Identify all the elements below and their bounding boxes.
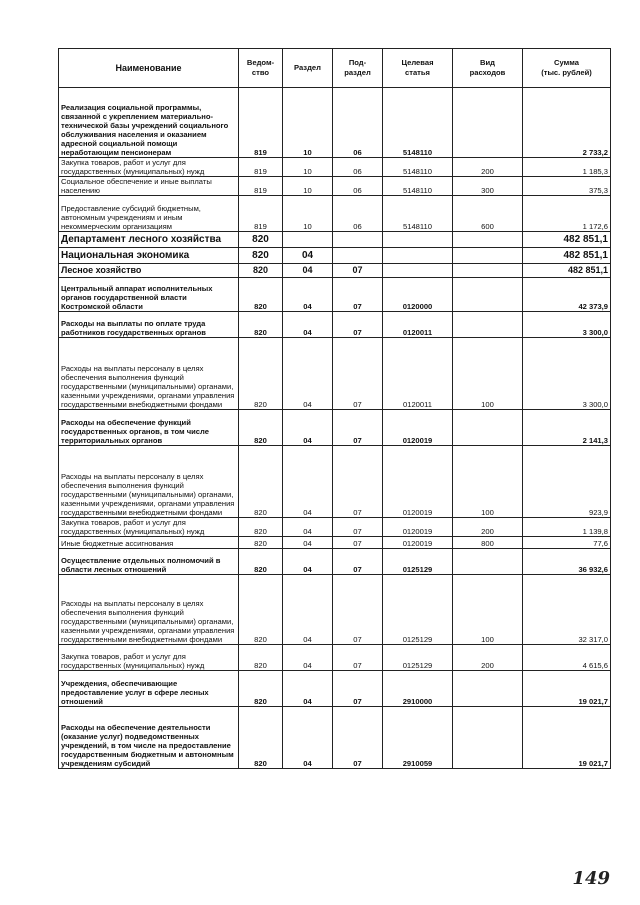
row-vid: 200 — [453, 518, 523, 537]
row-name: Закупка товаров, работ и услуг для государственных (муниципальных) нужд — [59, 645, 239, 671]
row-summa: 482 851,1 — [523, 248, 611, 264]
row-vid: 100 — [453, 575, 523, 645]
row-vedomstvo: 820 — [239, 248, 283, 264]
row-vid: 100 — [453, 446, 523, 518]
row-vedomstvo: 820 — [239, 575, 283, 645]
header-vid: Вид расходов — [453, 49, 523, 88]
row-razdel: 04 — [283, 549, 333, 575]
table-header-row — [59, 49, 611, 88]
row-podrazdel: 07 — [333, 264, 383, 278]
row-name: Иные бюджетные ассигнования — [59, 537, 239, 549]
row-podrazdel — [333, 232, 383, 248]
row-statya: 0120011 — [383, 338, 453, 410]
row-vid: 300 — [453, 177, 523, 196]
table-row — [59, 446, 611, 518]
row-razdel: 04 — [283, 446, 333, 518]
row-vedomstvo: 820 — [239, 537, 283, 549]
header-name: Наименование — [59, 49, 239, 88]
row-razdel: 10 — [283, 88, 333, 158]
row-name: Расходы на выплаты по оплате труда работников государственных органов — [59, 312, 239, 338]
row-name: Предоставление субсидий бюджетным, автономным учреждениям и иным некоммерческим организациям — [59, 196, 239, 232]
row-vedomstvo: 820 — [239, 671, 283, 707]
row-vid: 200 — [453, 645, 523, 671]
row-podrazdel: 07 — [333, 278, 383, 312]
row-vedomstvo: 820 — [239, 645, 283, 671]
row-podrazdel: 07 — [333, 671, 383, 707]
row-vid: 800 — [453, 537, 523, 549]
row-vid — [453, 707, 523, 769]
table-row — [59, 232, 611, 248]
row-name: Реализация социальной программы, связанной с укреплением материально-технической базы учреждений социального обслуживания населения и оказанием адресной социальной помощи неработающим пенсионерам — [59, 88, 239, 158]
row-vedomstvo: 820 — [239, 446, 283, 518]
header-razdel: Раздел — [283, 49, 333, 88]
row-summa: 3 300,0 — [523, 312, 611, 338]
table-row — [59, 158, 611, 177]
row-statya: 0125129 — [383, 645, 453, 671]
row-statya: 0120019 — [383, 410, 453, 446]
row-name: Закупка товаров, работ и услуг для государственных (муниципальных) нужд — [59, 518, 239, 537]
row-vedomstvo: 819 — [239, 196, 283, 232]
header-podrazdel: Под- раздел — [333, 49, 383, 88]
row-name: Расходы на выплаты персоналу в целях обеспечения выполнения функций государственными (муниципальными) органами, казенными учреждениями, органами управления государственными внебюджетными фондами — [59, 446, 239, 518]
row-razdel: 04 — [283, 707, 333, 769]
row-vedomstvo: 820 — [239, 232, 283, 248]
row-podrazdel: 07 — [333, 575, 383, 645]
row-name: Осуществление отдельных полномочий в области лесных отношений — [59, 549, 239, 575]
table-row — [59, 177, 611, 196]
row-podrazdel: 07 — [333, 645, 383, 671]
row-vid — [453, 248, 523, 264]
table-row — [59, 671, 611, 707]
row-podrazdel: 07 — [333, 338, 383, 410]
table-row — [59, 248, 611, 264]
row-summa: 3 300,0 — [523, 338, 611, 410]
row-razdel: 04 — [283, 518, 333, 537]
table-row — [59, 645, 611, 671]
row-vid — [453, 549, 523, 575]
row-vedomstvo: 819 — [239, 88, 283, 158]
row-razdel — [283, 232, 333, 248]
row-statya — [383, 232, 453, 248]
table-row — [59, 196, 611, 232]
row-vid: 100 — [453, 338, 523, 410]
row-summa: 36 932,6 — [523, 549, 611, 575]
row-name: Центральный аппарат исполнительных органов государственной власти Костромской области — [59, 278, 239, 312]
row-vedomstvo: 820 — [239, 549, 283, 575]
row-summa: 482 851,1 — [523, 264, 611, 278]
table-row — [59, 278, 611, 312]
row-razdel: 10 — [283, 177, 333, 196]
row-razdel: 04 — [283, 671, 333, 707]
row-podrazdel: 06 — [333, 196, 383, 232]
row-vid — [453, 88, 523, 158]
row-summa: 1 139,8 — [523, 518, 611, 537]
row-summa: 19 021,7 — [523, 671, 611, 707]
row-summa: 482 851,1 — [523, 232, 611, 248]
row-vedomstvo: 819 — [239, 158, 283, 177]
row-podrazdel: 06 — [333, 88, 383, 158]
row-summa: 1 185,3 — [523, 158, 611, 177]
row-statya — [383, 248, 453, 264]
row-summa: 1 172,6 — [523, 196, 611, 232]
row-name: Лесное хозяйство — [59, 264, 239, 278]
table-row — [59, 549, 611, 575]
row-razdel: 04 — [283, 575, 333, 645]
row-statya: 0120019 — [383, 537, 453, 549]
row-name: Учреждения, обеспечивающие предоставление услуг в сфере лесных отношений — [59, 671, 239, 707]
row-statya: 5148110 — [383, 158, 453, 177]
row-razdel: 04 — [283, 410, 333, 446]
row-statya: 0120000 — [383, 278, 453, 312]
row-podrazdel: 07 — [333, 707, 383, 769]
row-razdel: 04 — [283, 264, 333, 278]
row-name: Расходы на обеспечение деятельности (оказание услуг) подведомственных учреждений, в том числе на предоставление государственным бюджетным и автономным учреждениям субсидий — [59, 707, 239, 769]
row-vedomstvo: 820 — [239, 312, 283, 338]
row-razdel: 04 — [283, 537, 333, 549]
row-statya: 0120019 — [383, 446, 453, 518]
row-summa: 32 317,0 — [523, 575, 611, 645]
row-vid — [453, 232, 523, 248]
row-vid: 200 — [453, 158, 523, 177]
row-razdel: 10 — [283, 158, 333, 177]
header-summa: Сумма (тыс. рублей) — [523, 49, 611, 88]
row-statya: 0120011 — [383, 312, 453, 338]
row-vedomstvo: 820 — [239, 278, 283, 312]
table-row — [59, 707, 611, 769]
row-podrazdel: 07 — [333, 312, 383, 338]
row-vedomstvo: 819 — [239, 177, 283, 196]
row-statya: 0120019 — [383, 518, 453, 537]
row-vid — [453, 312, 523, 338]
row-statya: 2910059 — [383, 707, 453, 769]
row-statya: 0125129 — [383, 575, 453, 645]
header-vedomstvo: Ведом- ство — [239, 49, 283, 88]
row-vid — [453, 671, 523, 707]
row-podrazdel: 07 — [333, 410, 383, 446]
row-podrazdel: 06 — [333, 177, 383, 196]
row-podrazdel: 06 — [333, 158, 383, 177]
row-statya: 5148110 — [383, 88, 453, 158]
row-vedomstvo: 820 — [239, 410, 283, 446]
row-summa: 2 733,2 — [523, 88, 611, 158]
header-statya: Целевая статья — [383, 49, 453, 88]
row-razdel: 04 — [283, 312, 333, 338]
page-number: 149 — [572, 868, 610, 889]
row-vedomstvo: 820 — [239, 707, 283, 769]
row-vid: 600 — [453, 196, 523, 232]
row-summa: 4 615,6 — [523, 645, 611, 671]
row-vedomstvo: 820 — [239, 338, 283, 410]
row-podrazdel: 07 — [333, 537, 383, 549]
row-vedomstvo: 820 — [239, 518, 283, 537]
row-summa: 375,3 — [523, 177, 611, 196]
row-name: Расходы на выплаты персоналу в целях обеспечения выполнения функций государственными (муниципальными) органами, казенными учреждениями, органами управления государственными внебюджетными фондами — [59, 338, 239, 410]
row-podrazdel: 07 — [333, 518, 383, 537]
row-name: Расходы на обеспечение функций государственных органов, в том числе территориальных органов — [59, 410, 239, 446]
table-row — [59, 518, 611, 537]
row-name: Национальная экономика — [59, 248, 239, 264]
table-row — [59, 312, 611, 338]
row-vedomstvo: 820 — [239, 264, 283, 278]
row-name: Социальное обеспечение и иные выплаты населению — [59, 177, 239, 196]
table-row — [59, 575, 611, 645]
row-vid — [453, 278, 523, 312]
table-row — [59, 338, 611, 410]
row-name: Закупка товаров, работ и услуг для государственных (муниципальных) нужд — [59, 158, 239, 177]
row-statya — [383, 264, 453, 278]
budget-table — [58, 48, 611, 769]
row-razdel: 04 — [283, 248, 333, 264]
table-row — [59, 537, 611, 549]
row-vid — [453, 410, 523, 446]
row-statya: 5148110 — [383, 177, 453, 196]
row-razdel: 04 — [283, 645, 333, 671]
row-summa: 2 141,3 — [523, 410, 611, 446]
row-name: Департамент лесного хозяйства — [59, 232, 239, 248]
row-summa: 42 373,9 — [523, 278, 611, 312]
row-summa: 923,9 — [523, 446, 611, 518]
row-razdel: 04 — [283, 278, 333, 312]
row-name: Расходы на выплаты персоналу в целях обеспечения выполнения функций государственными (муниципальными) органами, казенными учреждениями, органами управления государственными внебюджетными фондами — [59, 575, 239, 645]
table-row — [59, 410, 611, 446]
row-summa: 77,6 — [523, 537, 611, 549]
row-podrazdel — [333, 248, 383, 264]
row-statya: 5148110 — [383, 196, 453, 232]
row-podrazdel: 07 — [333, 549, 383, 575]
row-summa: 19 021,7 — [523, 707, 611, 769]
table-row — [59, 264, 611, 278]
row-statya: 0125129 — [383, 549, 453, 575]
row-vid — [453, 264, 523, 278]
row-podrazdel: 07 — [333, 446, 383, 518]
row-razdel: 04 — [283, 338, 333, 410]
table-row — [59, 88, 611, 158]
row-razdel: 10 — [283, 196, 333, 232]
row-statya: 2910000 — [383, 671, 453, 707]
